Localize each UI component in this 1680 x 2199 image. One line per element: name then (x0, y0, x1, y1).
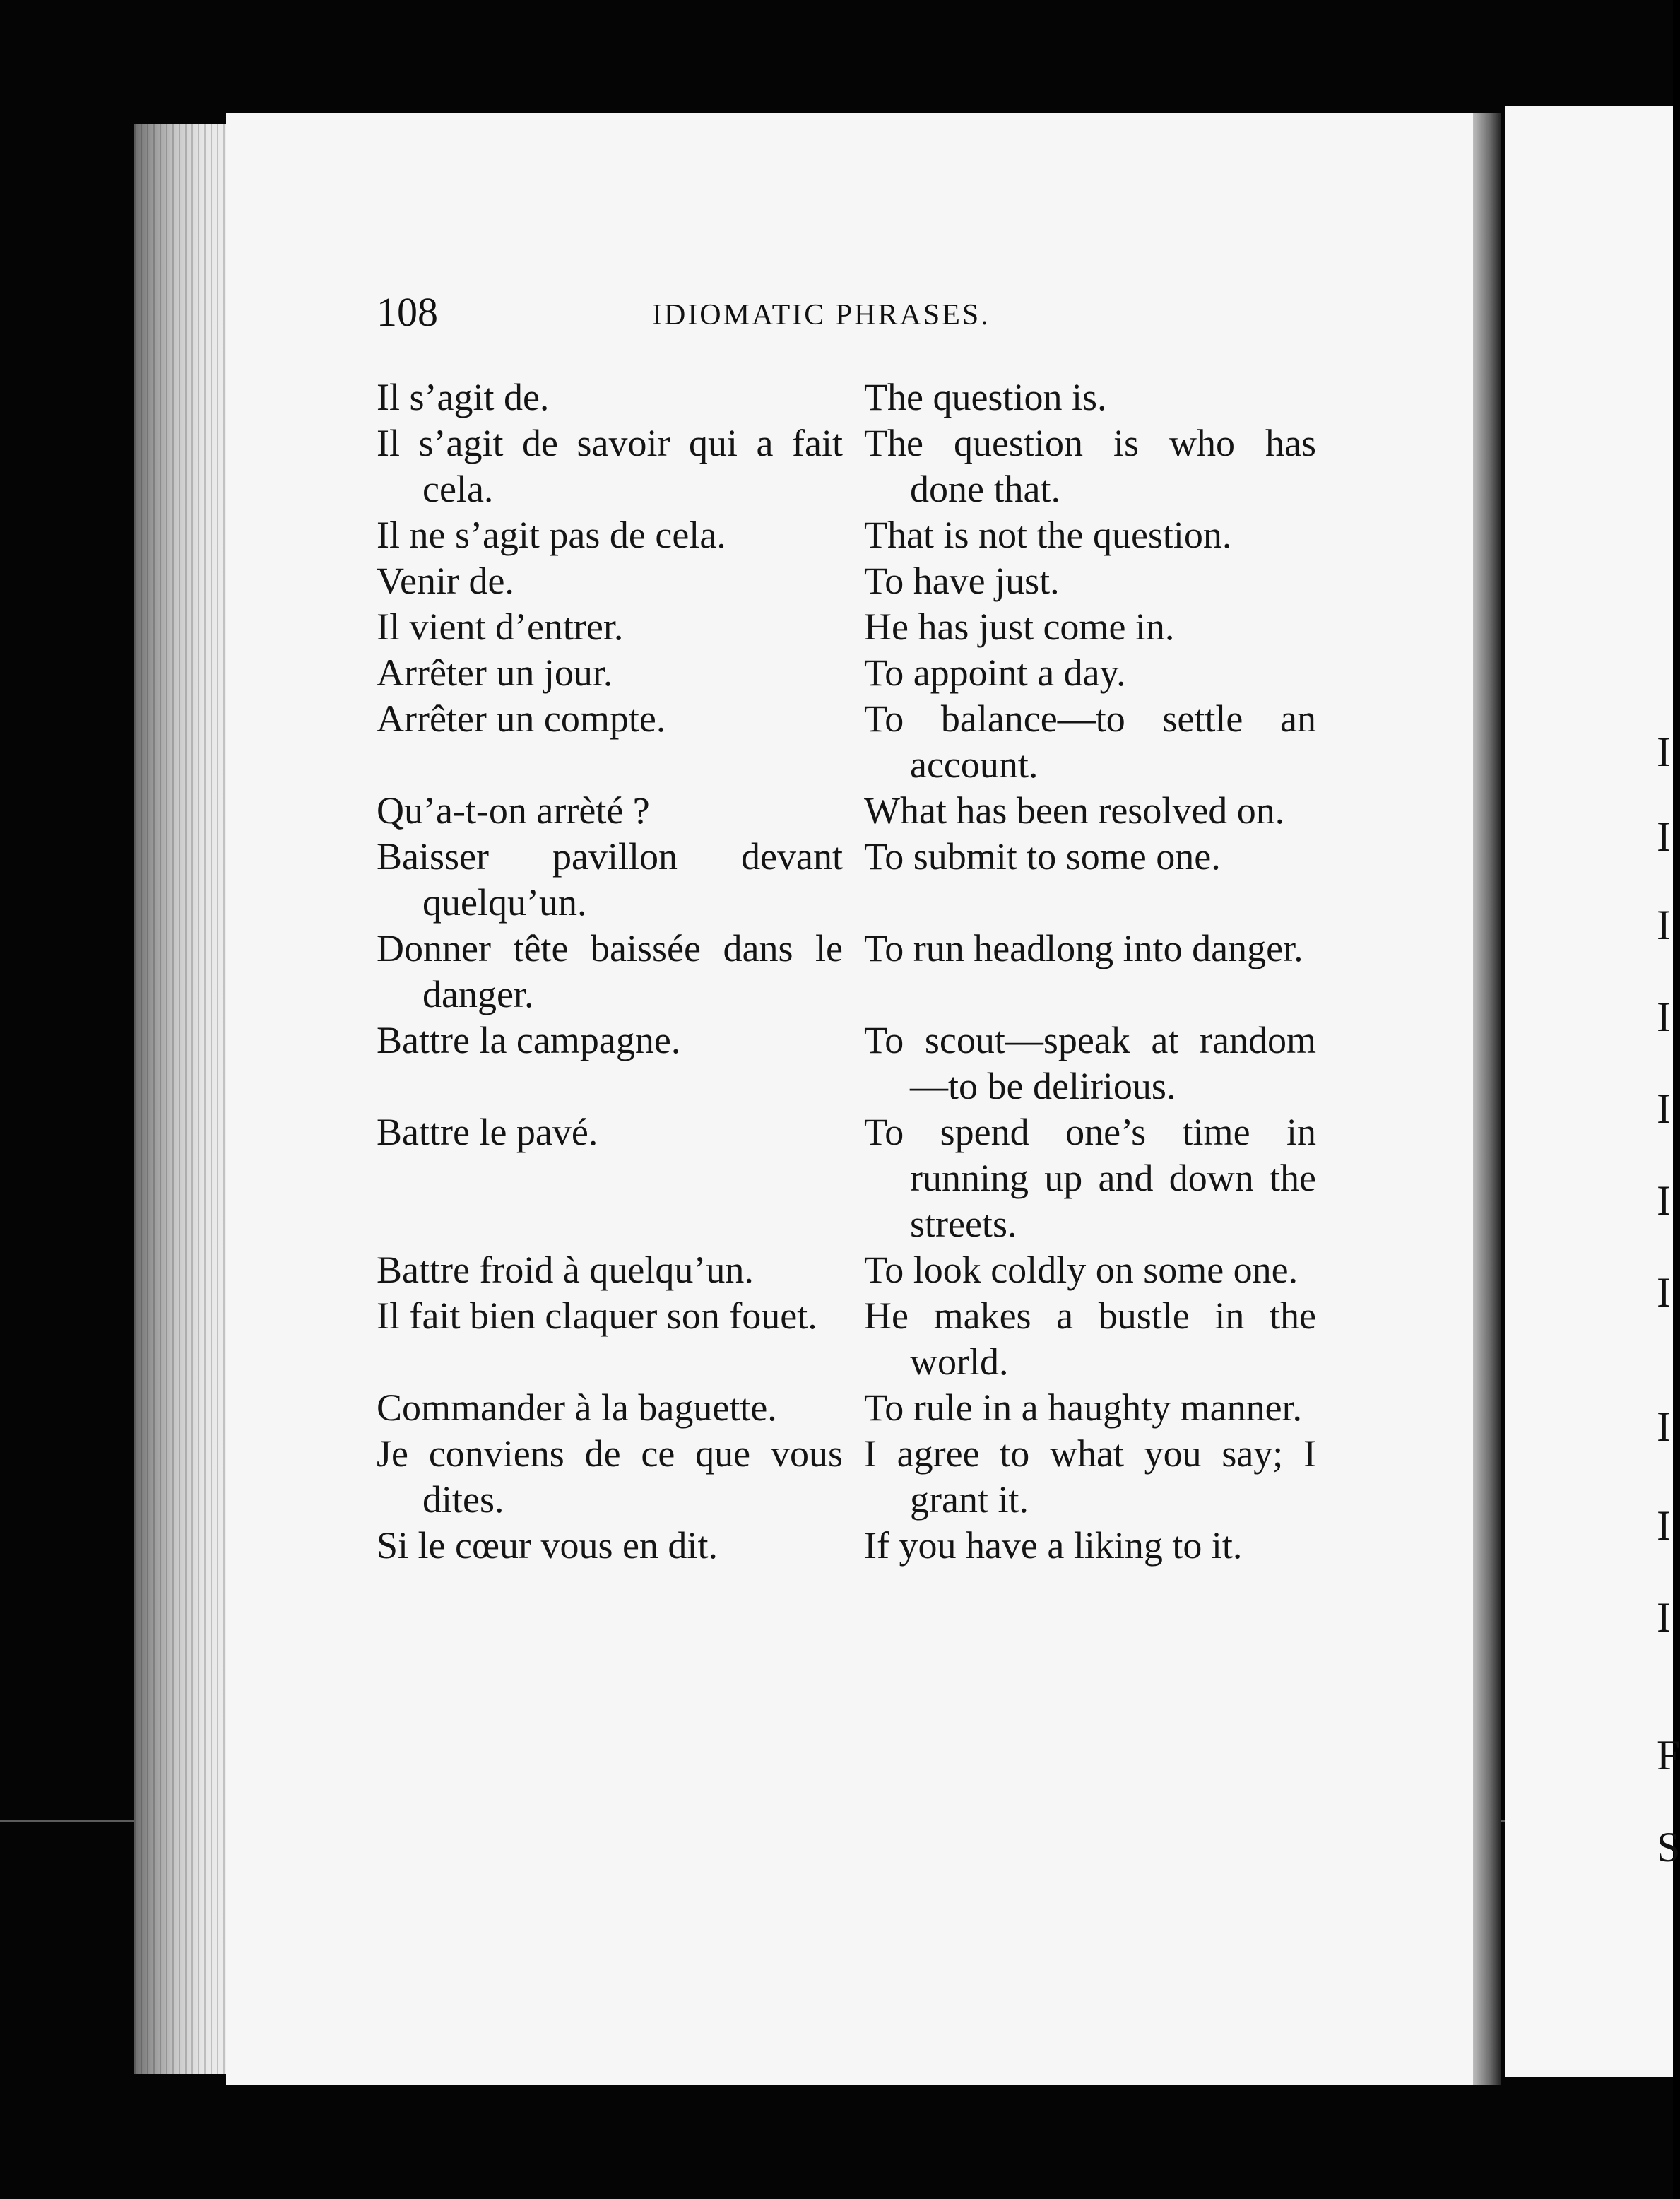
english-translation: The question is. (864, 376, 1107, 418)
facing-page-fragment: I (1657, 1403, 1671, 1450)
page-number: 108 (377, 289, 438, 335)
phrase-entry (377, 1431, 1316, 1523)
page-header (377, 288, 1083, 338)
french-phrase: Baisser pavillon devant quelqu’un. (377, 835, 843, 924)
french-phrase: Battre froid à quelqu’un. (377, 1249, 754, 1291)
phrase-entry (377, 558, 1316, 604)
running-title: IDIOMATIC PHRASES. (652, 299, 990, 331)
phrase-entry (377, 604, 1316, 650)
facing-page-fragment: I (1657, 813, 1671, 860)
english-translation: To spend one’s time in running up and down the streets. (864, 1111, 1316, 1245)
french-phrase: Il s’agit de. (377, 376, 550, 418)
french-phrase: Il fait bien claquer son fouet. (377, 1295, 817, 1337)
phrase-list (377, 375, 1316, 1569)
facing-page-fragment: I (1657, 1594, 1671, 1641)
french-phrase: Il vient d’entrer. (377, 606, 624, 648)
english-translation: To appoint a day. (864, 652, 1126, 694)
facing-page-fragment: S (1657, 1824, 1680, 1870)
english-translation: To look coldly on some one. (864, 1249, 1299, 1291)
phrase-entry (377, 696, 1316, 788)
english-translation: He has just come in. (864, 606, 1175, 648)
phrase-entry (377, 926, 1316, 1018)
french-phrase: Si le cœur vous en dit. (377, 1524, 718, 1567)
facing-page-fragment: I (1657, 902, 1671, 948)
facing-page-fragment: I (1657, 1085, 1671, 1132)
facing-page-fragment: F (1657, 1732, 1680, 1779)
english-translation: If you have a liking to it. (864, 1524, 1243, 1567)
phrase-entry (377, 375, 1316, 420)
french-phrase: Arrêter un jour. (377, 652, 613, 694)
phrase-entry (377, 1293, 1316, 1385)
french-phrase: Venir de. (377, 560, 514, 602)
french-phrase: Il ne s’agit pas de cela. (377, 514, 726, 556)
english-translation: To submit to some one. (864, 835, 1221, 878)
french-phrase: Battre la campagne. (377, 1019, 681, 1061)
page-gutter (1473, 113, 1501, 2085)
english-translation: To balance—to settle an account. (864, 697, 1316, 786)
facing-page-fragment: I (1657, 729, 1671, 775)
phrase-entry (377, 420, 1316, 512)
french-phrase: Donner tête baissée dans le danger. (377, 927, 843, 1015)
french-phrase: Il s’agit de savoir qui a fait cela. (377, 422, 843, 510)
facing-page (1505, 106, 1680, 2077)
phrase-entry (377, 650, 1316, 696)
phrase-entry (377, 788, 1316, 834)
english-translation: What has been resolved on. (864, 789, 1285, 832)
english-translation: To run headlong into danger. (864, 927, 1303, 969)
english-translation: I agree to what you say; I grant it. (864, 1432, 1316, 1521)
phrase-entry (377, 1523, 1316, 1569)
french-phrase: Qu’a-t-on arrèté ? (377, 789, 650, 832)
phrase-entry (377, 1109, 1316, 1247)
french-phrase: Arrêter un compte. (377, 697, 666, 740)
english-translation: He makes a bustle in the world. (864, 1295, 1316, 1383)
facing-page-fragment: I (1657, 994, 1671, 1040)
facing-page-fragment: I (1657, 1269, 1671, 1316)
english-translation: To scout—speak at random—to be delirious. (864, 1019, 1316, 1107)
phrase-entry (377, 512, 1316, 558)
phrase-entry (377, 1018, 1316, 1109)
french-phrase: Battre le pavé. (377, 1111, 598, 1153)
english-translation: To rule in a haughty manner. (864, 1386, 1303, 1429)
french-phrase: Je conviens de ce que vous dites. (377, 1432, 843, 1521)
page-edges (134, 124, 240, 2074)
facing-page-fragment: I (1657, 1502, 1671, 1549)
english-translation: The question is who has done that. (864, 422, 1316, 510)
french-phrase: Commander à la baguette. (377, 1386, 777, 1429)
phrase-entry (377, 1247, 1316, 1293)
english-translation: To have just. (864, 560, 1060, 602)
phrase-entry (377, 1385, 1316, 1431)
facing-page-fragment: I (1657, 1177, 1671, 1224)
phrase-entry (377, 834, 1316, 926)
english-translation: That is not the question. (864, 514, 1232, 556)
